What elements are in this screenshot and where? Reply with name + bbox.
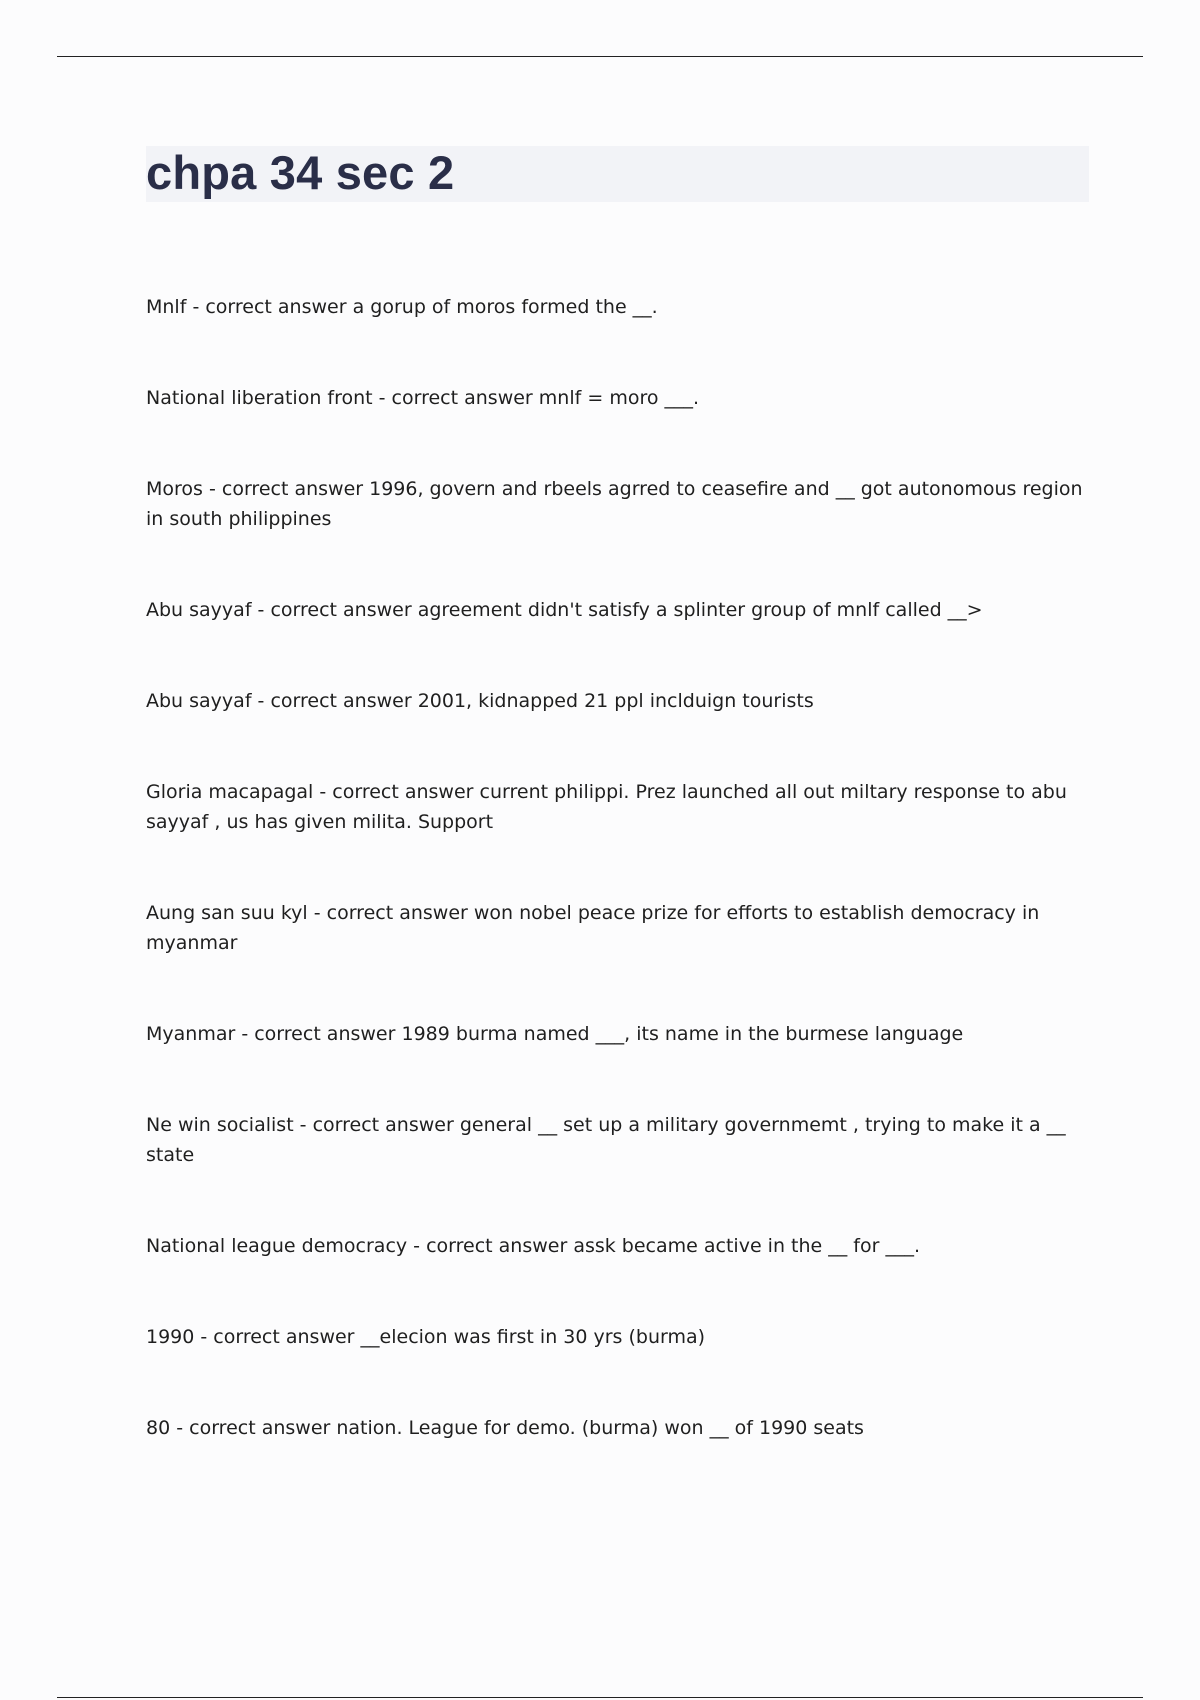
qa-separator: - — [372, 387, 392, 409]
qa-item — [146, 1413, 1096, 1443]
qa-list — [146, 292, 1096, 1504]
qa-item — [146, 595, 1096, 625]
qa-separator: - — [186, 296, 206, 318]
qa-term: Mnlf — [146, 296, 187, 318]
qa-term: National liberation front — [146, 387, 373, 409]
qa-term: Aung san suu kyl — [146, 902, 308, 924]
qa-answer-phrase: correct answer — [326, 902, 468, 924]
page-title: chpa 34 sec 2 — [146, 146, 455, 199]
qa-term: Moros — [146, 478, 203, 500]
qa-answer: __elecion was first in 30 yrs (burma) — [360, 1326, 706, 1348]
qa-answer-phrase: correct answer — [312, 1114, 454, 1136]
qa-separator: - — [407, 1235, 427, 1257]
qa-answer: general __ set up a military governmemt , trying to make it a __ state — [146, 1114, 1066, 1166]
qa-answer-phrase: correct answer — [213, 1326, 355, 1348]
top-rule — [57, 56, 1143, 57]
qa-separator: - — [313, 781, 333, 803]
qa-item — [146, 1322, 1096, 1352]
qa-answer: 1989 burma named ___, its name in the burmese language — [401, 1023, 964, 1045]
qa-separator: - — [251, 599, 271, 621]
qa-term: Ne win socialist — [146, 1114, 294, 1136]
qa-answer-phrase: correct answer — [254, 1023, 396, 1045]
qa-answer-phrase: correct answer — [189, 1417, 331, 1439]
qa-item — [146, 1019, 1096, 1049]
qa-answer: won nobel peace prize for efforts to establish democracy in myanmar — [146, 902, 1040, 954]
qa-answer-phrase: correct answer — [270, 599, 412, 621]
qa-answer-phrase: correct answer — [391, 387, 533, 409]
qa-answer-phrase: correct answer — [221, 478, 364, 500]
qa-separator: - — [307, 902, 327, 924]
qa-separator: - — [202, 478, 222, 500]
qa-answer-phrase: correct answer — [426, 1235, 568, 1257]
qa-item — [146, 474, 1096, 534]
bottom-rule — [57, 1697, 1143, 1698]
qa-answer-phrase: correct answer — [205, 296, 347, 318]
qa-term: 80 — [146, 1417, 171, 1439]
qa-term: Abu sayyaf — [146, 599, 252, 621]
qa-answer: current philippi. Prez launched all out miltary response to abu sayyaf , us has given milita. Support — [146, 781, 1067, 833]
qa-separator: - — [293, 1114, 313, 1136]
qa-term: Gloria macapagal — [146, 781, 314, 803]
qa-answer: 1996, govern and rbeels agrred to ceasefire and __ got autonomous region in south philippines — [146, 478, 1083, 530]
qa-item — [146, 686, 1096, 716]
qa-item — [146, 898, 1096, 958]
qa-item — [146, 777, 1096, 837]
qa-answer-phrase: correct answer — [332, 781, 474, 803]
qa-item — [146, 1231, 1096, 1261]
qa-answer: 2001, kidnapped 21 ppl inclduign tourists — [417, 690, 814, 712]
qa-answer: mnlf = moro ___. — [538, 387, 700, 409]
qa-item — [146, 1110, 1096, 1170]
qa-separator: - — [170, 1417, 190, 1439]
qa-answer: assk became active in the __ for ___. — [573, 1235, 921, 1257]
qa-term: 1990 — [146, 1326, 195, 1348]
qa-answer: a gorup of moros formed the __. — [352, 296, 658, 318]
qa-separator: - — [194, 1326, 214, 1348]
qa-term: Abu sayyaf — [146, 690, 252, 712]
qa-answer-phrase: correct answer — [270, 690, 412, 712]
qa-term: National league democracy — [146, 1235, 408, 1257]
qa-answer: agreement didn't satisfy a splinter group of mnlf called __> — [417, 599, 983, 621]
qa-term: Myanmar — [146, 1023, 236, 1045]
qa-item — [146, 292, 1096, 322]
qa-item — [146, 383, 1096, 413]
qa-separator: - — [235, 1023, 255, 1045]
qa-separator: - — [251, 690, 271, 712]
qa-answer: nation. League for demo. (burma) won __ of 1990 seats — [336, 1417, 864, 1439]
